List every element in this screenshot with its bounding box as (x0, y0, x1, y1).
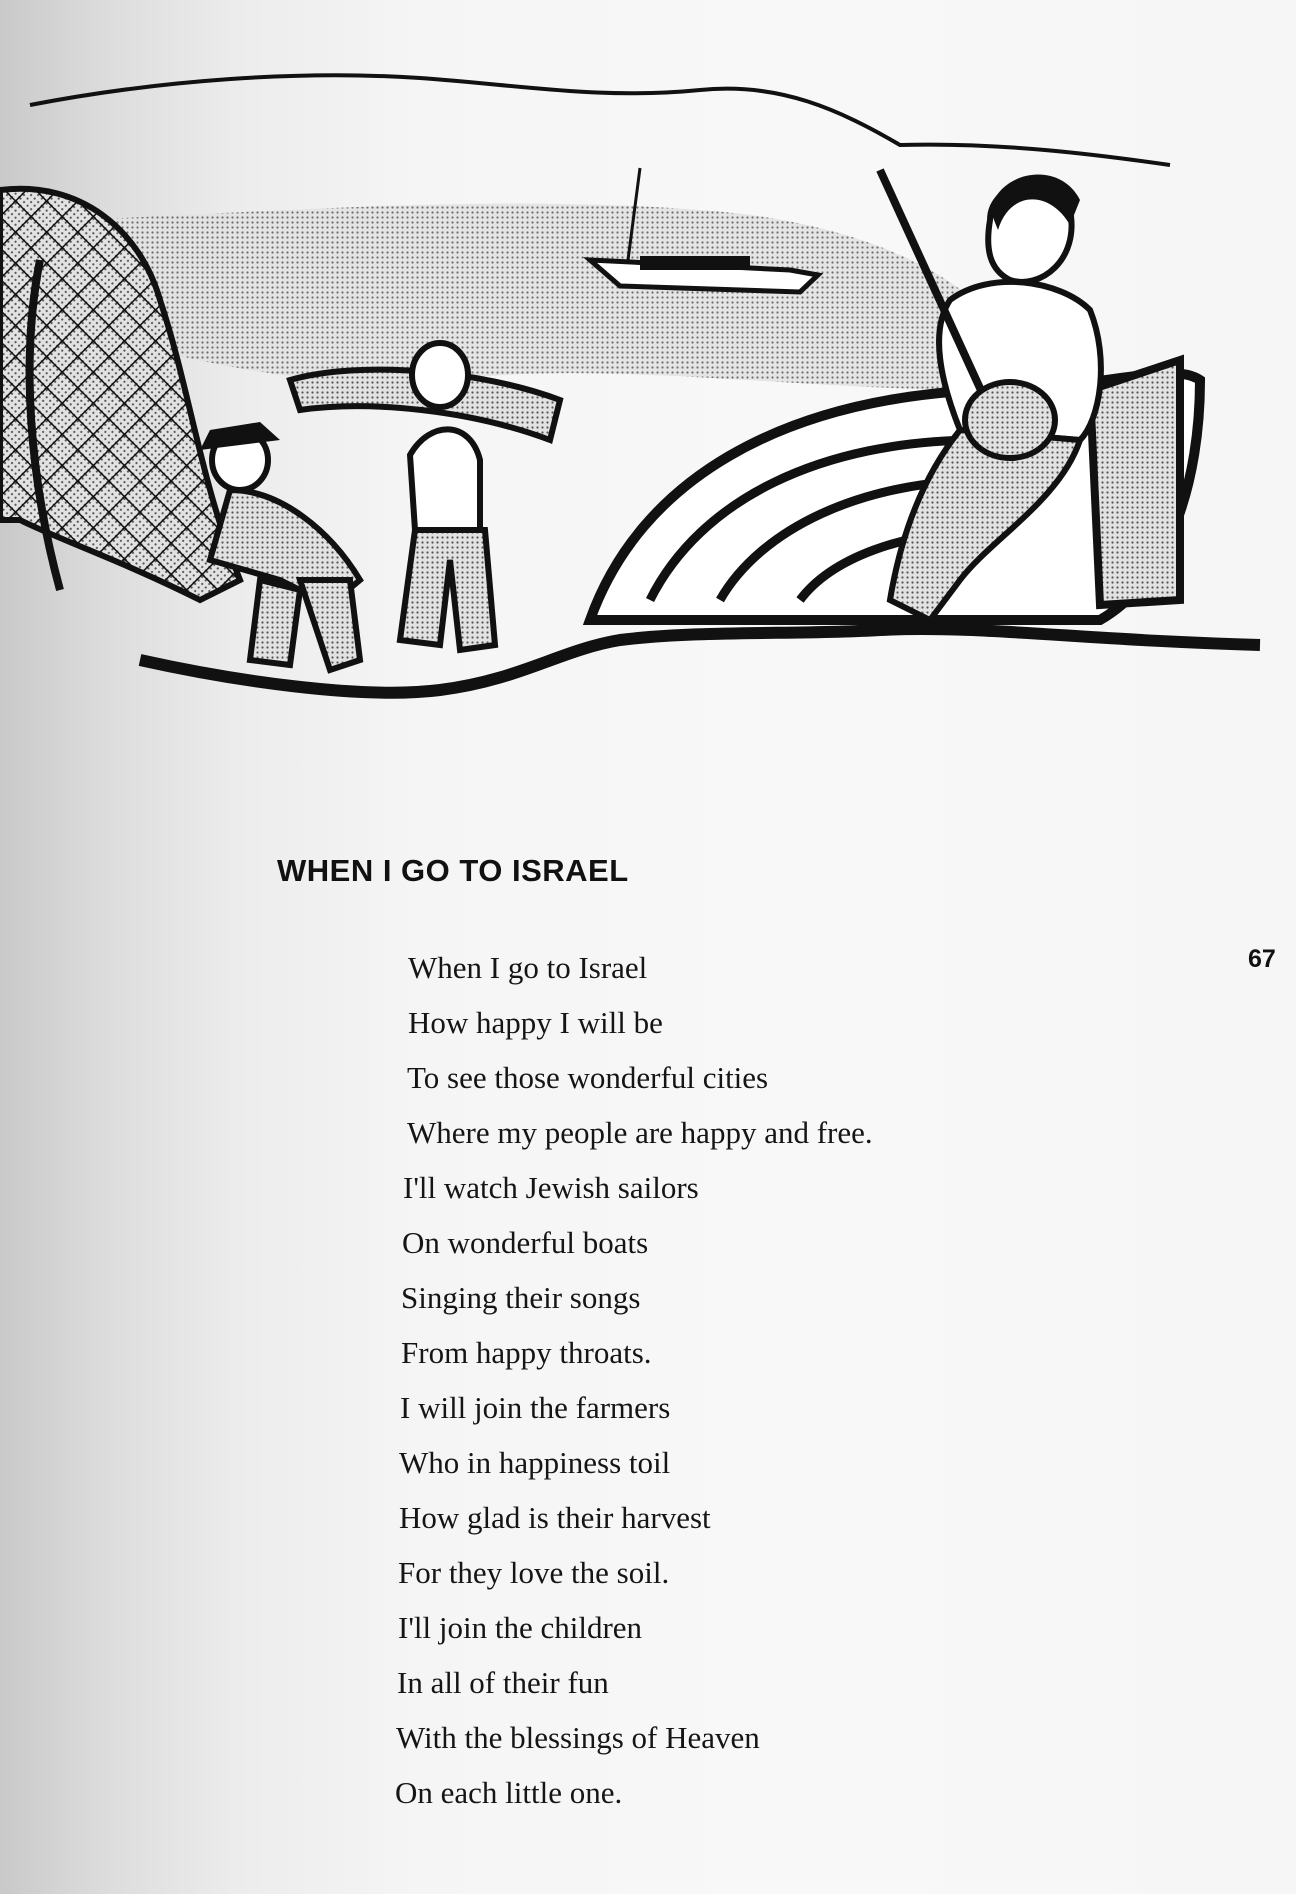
poem-body (395, 940, 1215, 1820)
fishermen-illustration (0, 60, 1296, 700)
poem-title: WHEN I GO TO ISRAEL (277, 853, 629, 888)
poem-line: With the blessings of Heaven (396, 1720, 760, 1755)
page-number: 67 (1248, 945, 1276, 973)
hills-outline (30, 75, 1170, 165)
poem-line: I'll watch Jewish sailors (403, 1170, 699, 1205)
poem-line: How glad is their harvest (399, 1500, 711, 1535)
illustration-svg (0, 60, 1296, 700)
poem-line: On wonderful boats (402, 1225, 649, 1260)
poem-line: How happy I will be (408, 1005, 663, 1040)
poem-line: For they love the soil. (398, 1555, 670, 1590)
poem-line: On each little one. (395, 1775, 623, 1810)
poem-line: To see those wonderful cities (407, 1060, 769, 1095)
poem-line: When I go to Israel (408, 950, 648, 985)
poem-line: I will join the farmers (400, 1390, 671, 1425)
poem-line: From happy throats. (401, 1335, 652, 1370)
fisherman-pulling (200, 422, 360, 670)
poem-line: Where my people are happy and free. (407, 1115, 873, 1150)
poem-line: Singing their songs (401, 1280, 641, 1315)
sea (80, 204, 1000, 390)
poem-line: In all of their fun (397, 1665, 609, 1700)
poem-line: Who in happiness toil (399, 1445, 671, 1480)
ground-wave (140, 629, 1260, 693)
poem-line: I'll join the children (398, 1610, 643, 1645)
